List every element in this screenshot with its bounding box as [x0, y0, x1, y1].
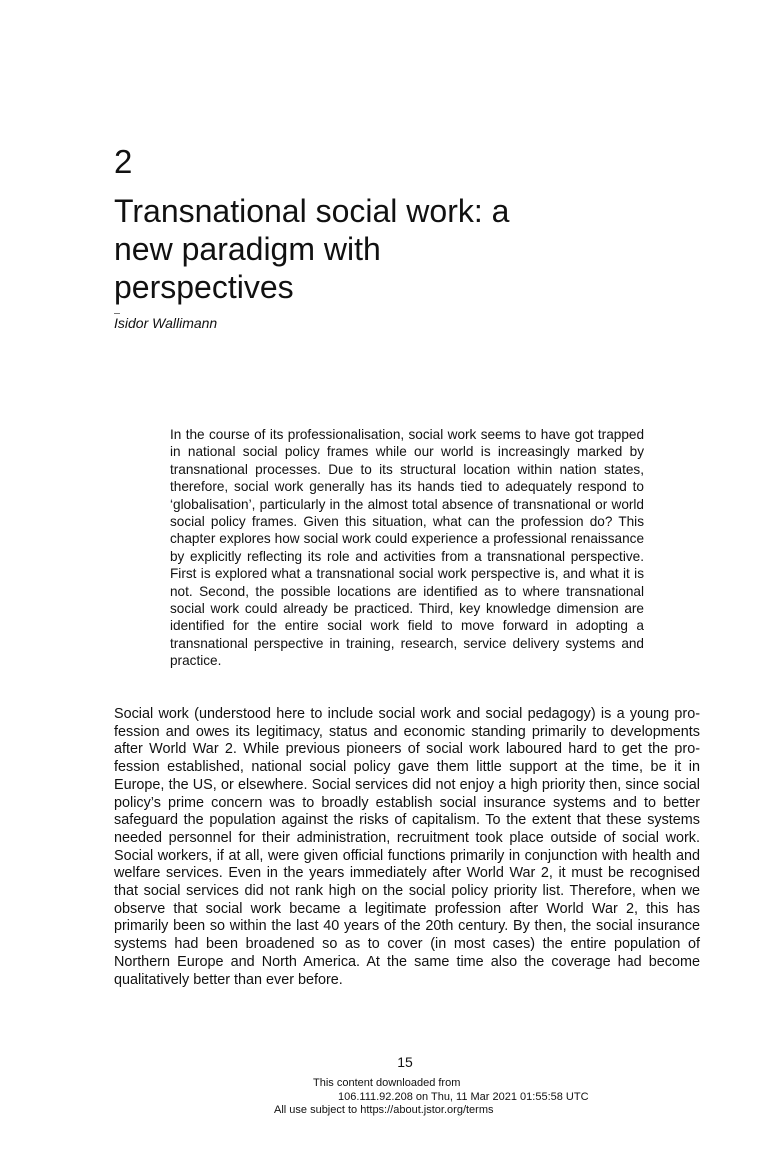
body-paragraph: Social work (understood here to include social work and social pedagogy) is a young profession and owes its legitimacy, status and economic standing primarily to developments after World War 2. While previous pioneers of social work laboured hard to get the profession established, national social policy gave them little support at the time, be it in Europe, the US, or elsewhere. Social services did not enjoy a high priority then, since social policy’s prime concern was to broadly establish social insurance systems and to better safeguard the population against the risks of capitalism. To the extent that these systems needed personnel for their administration, recruitment took place outside of social work. Social workers, if at all, were given official functions primarily in conjunction with health and welfare services. Even in the years immediately after World War 2, it must be recognised that social services did not rank high on the social policy priority list. Therefore, when we observe that social work became a legitimate profession after World War 2, this has primarily been so within the last 40 years of the 20th century. By then, the social insurance systems had been broadened so as to cover (in most cases) the entire population of Northern Europe and North America. At the same time also the coverage had become qualitatively better than ever before.: [114, 706, 700, 988]
author-name: Isidor Wallimann: [114, 315, 218, 331]
jstor-notice: [272, 1077, 589, 1118]
page-number: 15: [397, 1054, 413, 1070]
chapter-title: [114, 192, 634, 306]
jstor-terms-link[interactable]: All use subject to https://about.jstor.org/terms: [274, 1104, 494, 1116]
jstor-notice-line: 106.111.92.208 on Thu, 11 Mar 2021 01:55:58 UTC: [338, 1090, 589, 1103]
chapter-number: 2: [114, 143, 133, 180]
chapter-title-line: new paradigm with: [114, 231, 381, 267]
divider: [114, 313, 120, 314]
chapter-title-line: Transnational social work: a: [114, 193, 510, 229]
jstor-notice-line: This content downloaded from: [313, 1077, 461, 1089]
chapter-abstract: In the course of its professionalisation, social work seems to have got trapped in national social policy frames while our world is increasingly marked by transnational processes. Due to its structural location within nation states, therefore, social work generally has its hands tied to adequately respond to ‘globalisation’, particularly in the almost total absence of transnational or world social policy frames. Given this situation, what can the profession do? This chapter explores how social work could experience a professional renaissance by explicitly reflecting its role and activities from a transnational perspective. First is explored what a transnational social work perspective is, and what it is not. Second, the possible locations are identified as to where transnational social work could already be practiced. Third, key knowledge dimension are identified for the entire social work field to move forward in adopting a transnational perspective in training, research, service delivery systems and practice.: [170, 427, 644, 669]
chapter-title-line: perspectives: [114, 269, 294, 305]
